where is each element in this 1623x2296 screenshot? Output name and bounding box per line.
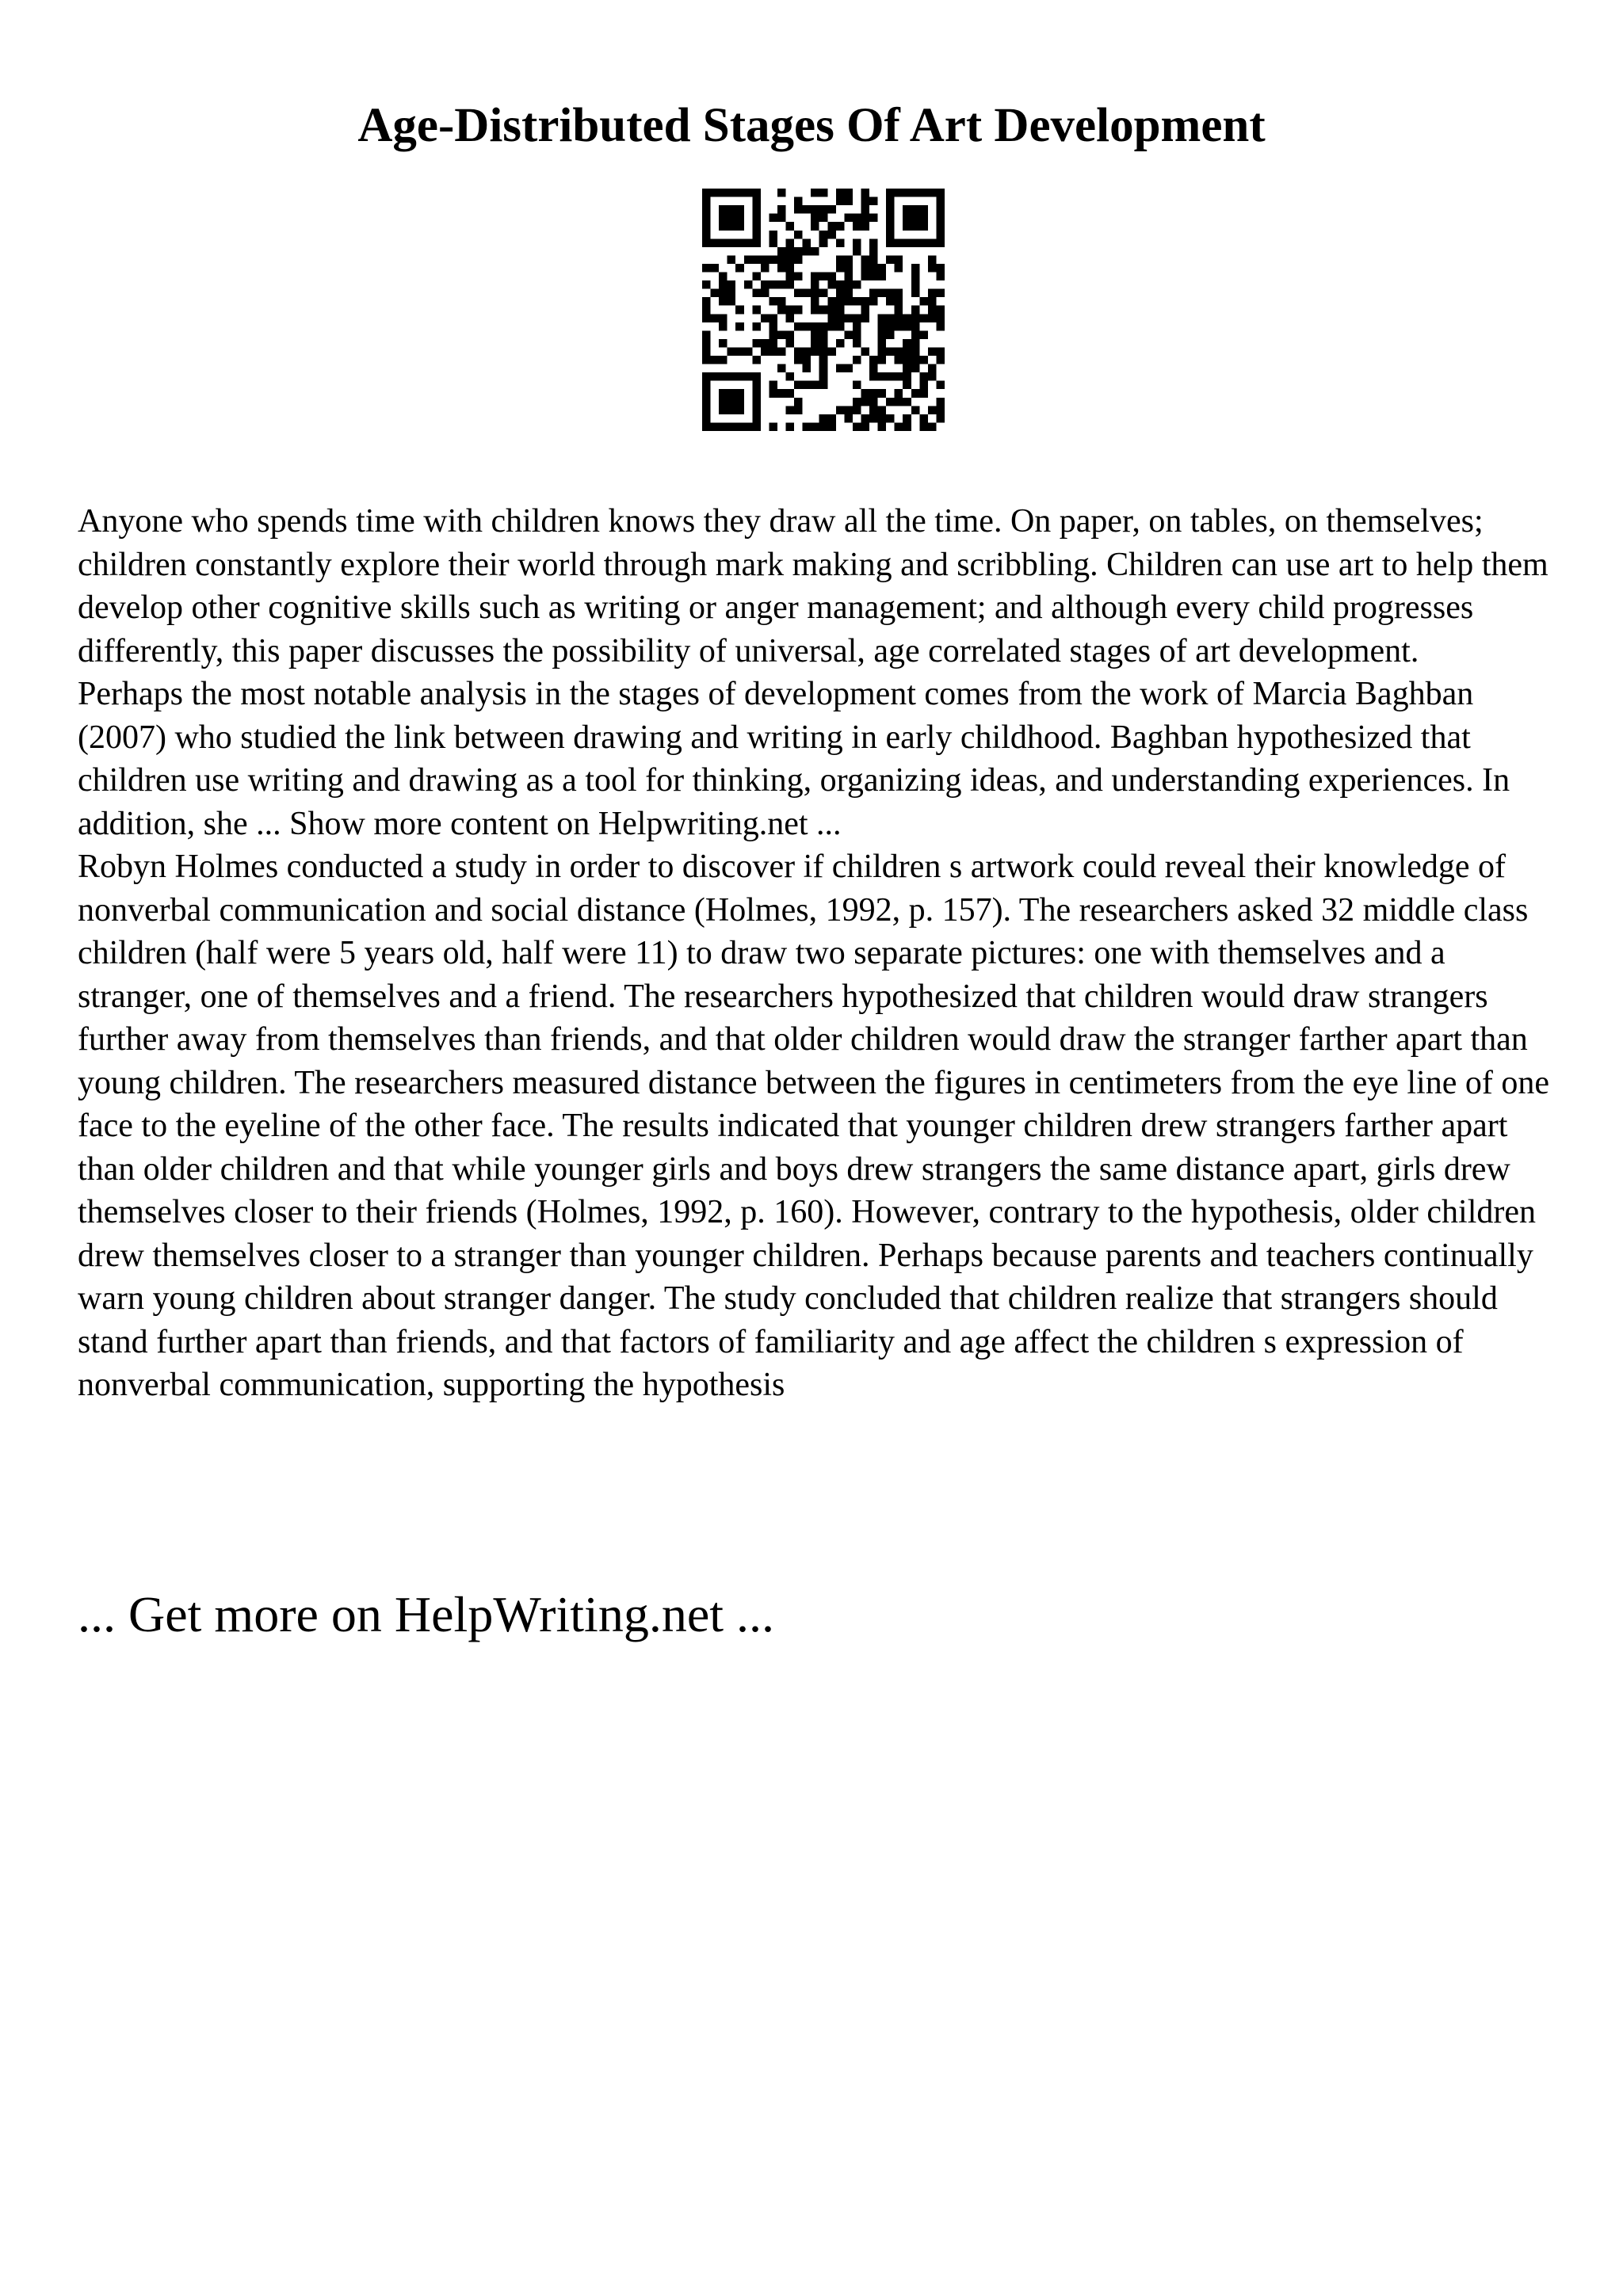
document-title: Age-Distributed Stages Of Art Development <box>357 99 1266 152</box>
paragraph-holmes: Robyn Holmes conducted a study in order to discover if children s artwork could reveal their knowledge of nonverbal communication and social distance (Holmes, 1992, p. 157). The researchers asked 32 middle class children (half were 5 years old, half were 11) to draw two separate pictures: one with themselves and a stranger, one of themselves and a friend. The researchers hypothesized that children would draw strangers further away from themselves than friends, and that older children would draw the stranger farther apart than young children. The researchers measured distance between the figures in centimeters from the eye line of one face to the eyeline of the other face. The results indicated that younger children drew strangers farther apart than older children and that while younger girls and boys drew strangers the same distance apart, girls drew themselves closer to their friends (Holmes, 1992, p. 160). However, contrary to the hypothesis, older children drew themselves closer to a stranger than younger children. Perhaps because parents and teachers continually warn young children about stranger danger. The study concluded that children realize that strangers should stand further apart than friends, and that factors of familiarity and age affect the children s expression of nonverbal communication, supporting the hypothesis <box>78 849 1549 1403</box>
qr-code-graphic <box>702 189 945 431</box>
qr-code-image[interactable] <box>702 189 945 431</box>
paragraph-intro: Anyone who spends time with children knows they draw all the time. On paper, on tables, on themselves; children constantly explore their world through mark making and scribbling. Children can use art to help them develop other cognitive skills such as writing or anger management; and although every child progresses differently, this paper discusses the possibility of universal, age correlated stages of art development. <box>78 503 1549 669</box>
paragraph-baghban: Perhaps the most notable analysis in the stages of development comes from the work of Marcia Baghban (2007) who studied the link between drawing and writing in early childhood. Baghban hypothesized that children use writing and drawing as a tool for thinking, organizing ideas, and understanding experiences. In addition, she ... Show more content on Helpwriting.net ... <box>78 676 1510 842</box>
document-body <box>78 500 1568 1407</box>
get-more-link[interactable]: ... Get more on HelpWriting.net ... <box>78 1586 774 1642</box>
